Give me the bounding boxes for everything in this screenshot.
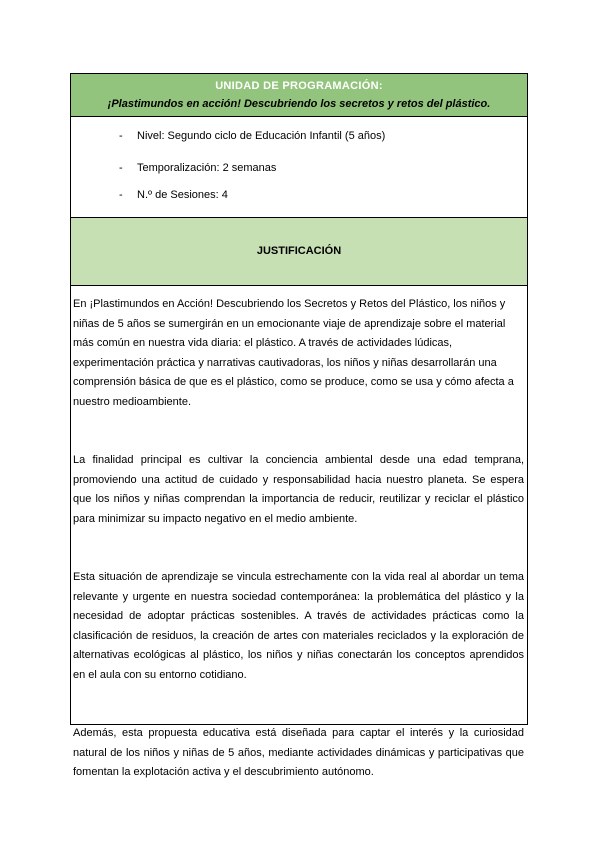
bullet-dash: -: [119, 189, 123, 201]
info-timing-text: Temporalización: 2 semanas: [137, 162, 277, 174]
programming-unit-table: [70, 73, 528, 778]
justification-paragraph-4: Además, esta propuesta educativa está diseñada para captar el interés y la curiosidad natural de los niños y niñas de 5 años, mediante actividades dinámicas y participativas que fomentan la explotación activa y el descubrimiento autónomo.: [73, 727, 524, 778]
justification-body: [73, 295, 524, 783]
unit-header: [71, 74, 527, 117]
info-item-level: [119, 130, 385, 142]
bullet-dash: -: [119, 130, 123, 142]
unit-title: UNIDAD DE PROGRAMACIÓN:: [215, 80, 383, 92]
justification-heading: JUSTIFICACIÓN: [256, 245, 342, 257]
unit-info-section: [71, 117, 527, 218]
bullet-dash: -: [119, 162, 123, 174]
info-level-text: Nivel: Segundo ciclo de Educación Infantil (5 años): [137, 130, 386, 142]
justification-paragraph-1: En ¡Plastimundos en Acción! Descubriendo los Secretos y Retos del Plástico, los niños y niñas de 5 años se sumergirán en un emocionante viaje de aprendizaje sobre el material más común en nuestra vida diaria: el plástico. A través de actividades lúdicas, experimentación práctica y narrativas cautivadoras, los niños y niñas desarrollarán una comprensión básica de que es el plástico, como se produce, como se usa y cómo afecta a nuestro medioambiente.: [73, 298, 514, 408]
info-sessions-text: N.º de Sesiones: 4: [137, 189, 228, 201]
info-item-timing: [119, 162, 276, 174]
info-item-sessions: [119, 189, 228, 201]
justification-paragraph-3: Esta situación de aprendizaje se vincula estrechamente con la vida real al abordar un tema relevante y urgente en nuestra sociedad contemporánea: la problemática del plástico y la necesidad de adoptar prácticas sostenibles. A través de actividades prácticas como la clasificación de residuos, la creación de artes con materiales reciclados y la exploración de alternativas ecológicas al plástico, los niños y niñas conectarán los conceptos aprendidos en el aula con su entorno cotidiano.: [73, 571, 524, 681]
justification-paragraph-2: La finalidad principal es cultivar la conciencia ambiental desde una edad temprana, promoviendo una actitud de cuidado y responsabilidad hacia nuestro planeta. Se espera que los niños y niñas comprendan la importancia de reducir, reutilizar y reciclar el plástico para minimizar su impacto negativo en el medio ambiente.: [73, 454, 524, 525]
unit-subtitle: ¡Plastimundos en acción! Descubriendo los secretos y retos del plástico.: [107, 98, 491, 110]
justification-header: [71, 218, 527, 286]
